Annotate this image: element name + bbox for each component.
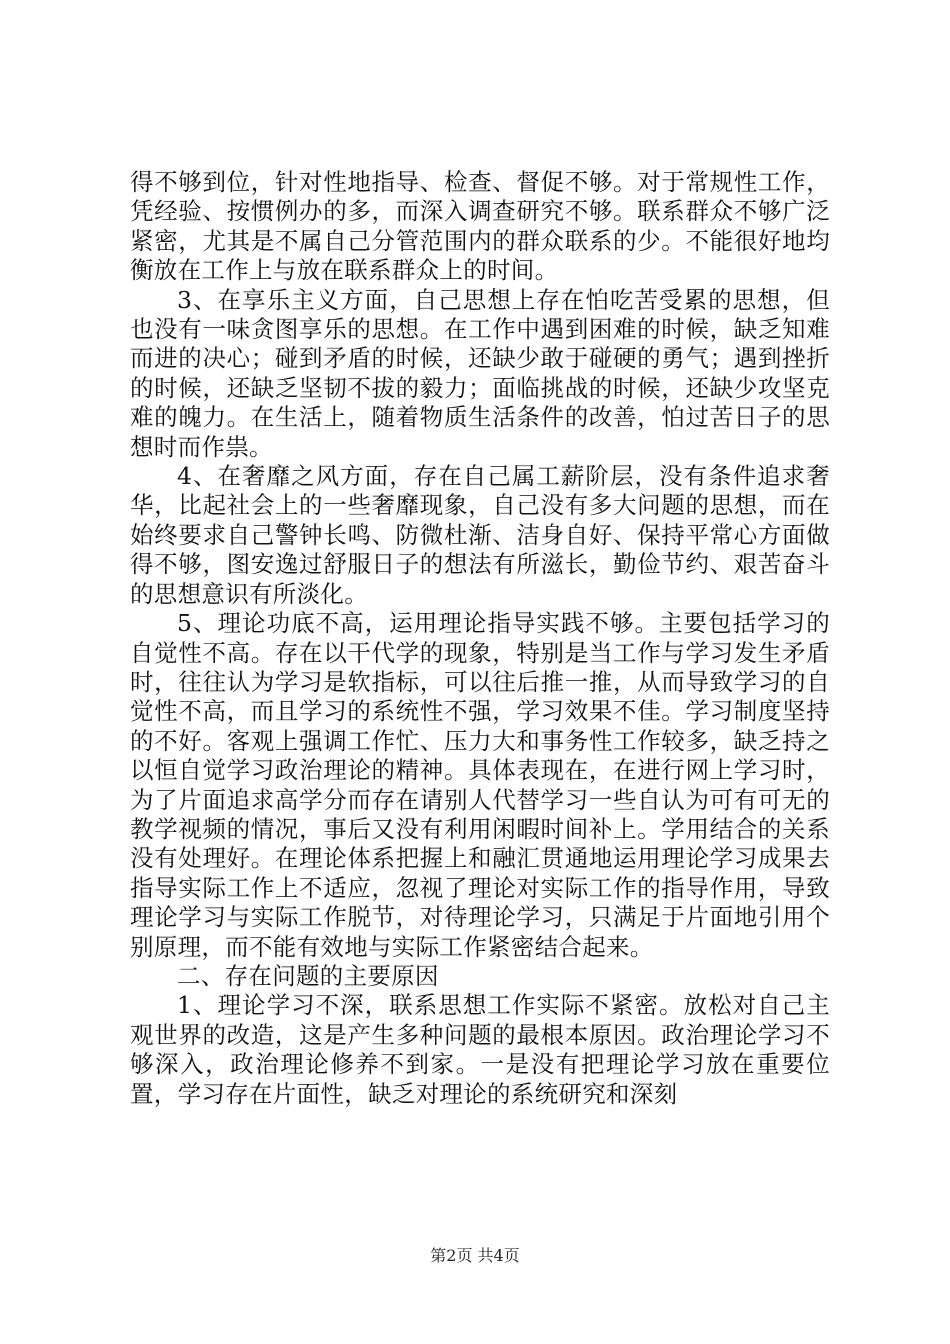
paragraph-3: 4、在奢靡之风方面，存在自己属工薪阶层，没有条件追求奢华，比起社会上的一些奢靡现象，自己没有多大问题的思想，而在始终要求自己警钟长鸣、防微杜渐、洁身自好、保持平常心方面做得不够，图安逸过舒服日子的想法有所滋长，勤俭节约、艰苦奋斗的思想意识有所淡化。 [130, 462, 830, 608]
section-heading: 二、存在问题的主要原因 [177, 961, 439, 990]
page-number: 第2页 共4页 [430, 1246, 520, 1265]
paragraph-2: 3、在享乐主义方面，自己思想上存在怕吃苦受累的思想，但也没有一味贪图享乐的思想。在工作中遇到困难的时候，缺乏知难而进的决心；碰到矛盾的时候，还缺少敢于碰硬的勇气；遇到挫折的时候，还缺乏坚韧不拔的毅力；面临挑战的时候，还缺少攻坚克难的魄力。在生活上，随着物质生活条件的改善，怕过苦日子的思想时而作祟。 [130, 285, 830, 461]
paragraph-4: 5、理论功底不高，运用理论指导实践不够。主要包括学习的自觉性不高。存在以干代学的现象，特别是当工作与学习发生矛盾时，往往认为学习是软指标，可以往后推一推，从而导致学习的自觉性不高，而且学习的系统性不强，学习效果不佳。学习制度坚持的不好。客观上强调工作忙、压力大和事务性工作较多，缺乏持之以恒自觉学习政治理论的精神。具体表现在，在进行网上学习时，为了片面追求高学分而存在请别人代替学习一些自认为可有可无的教学视频的情况，事后又没有利用闲暇时间补上。学用结合的关系没有处理好。在理论体系把握上和融汇贯通地运用理论学习成果去指导实际工作上不适应，忽视了理论对实际工作的指导作用，导致理论学习与实际工作脱节，对待理论学习，只满足于片面地引用个别原理，而不能有效地与实际工作紧密结合起来。 [130, 609, 830, 961]
document-body [130, 168, 830, 1109]
paragraph-5: 1、理论学习不深，联系思想工作实际不紧密。放松对自己主观世界的改造，这是产生多种问题的最根本原因。政治理论学习不够深入，政治理论修养不到家。一是没有把理论学习放在重要位置，学习存在片面性，缺乏对理论的系统研究和深刻 [130, 991, 830, 1108]
paragraph-1: 得不够到位，针对性地指导、检查、督促不够。对于常规性工作，凭经验、按惯例办的多，而深入调查研究不够。联系群众不够广泛紧密，尤其是不属自己分管范围内的群众联系的少。不能很好地均衡放在工作上与放在联系群众上的时间。 [130, 168, 830, 285]
